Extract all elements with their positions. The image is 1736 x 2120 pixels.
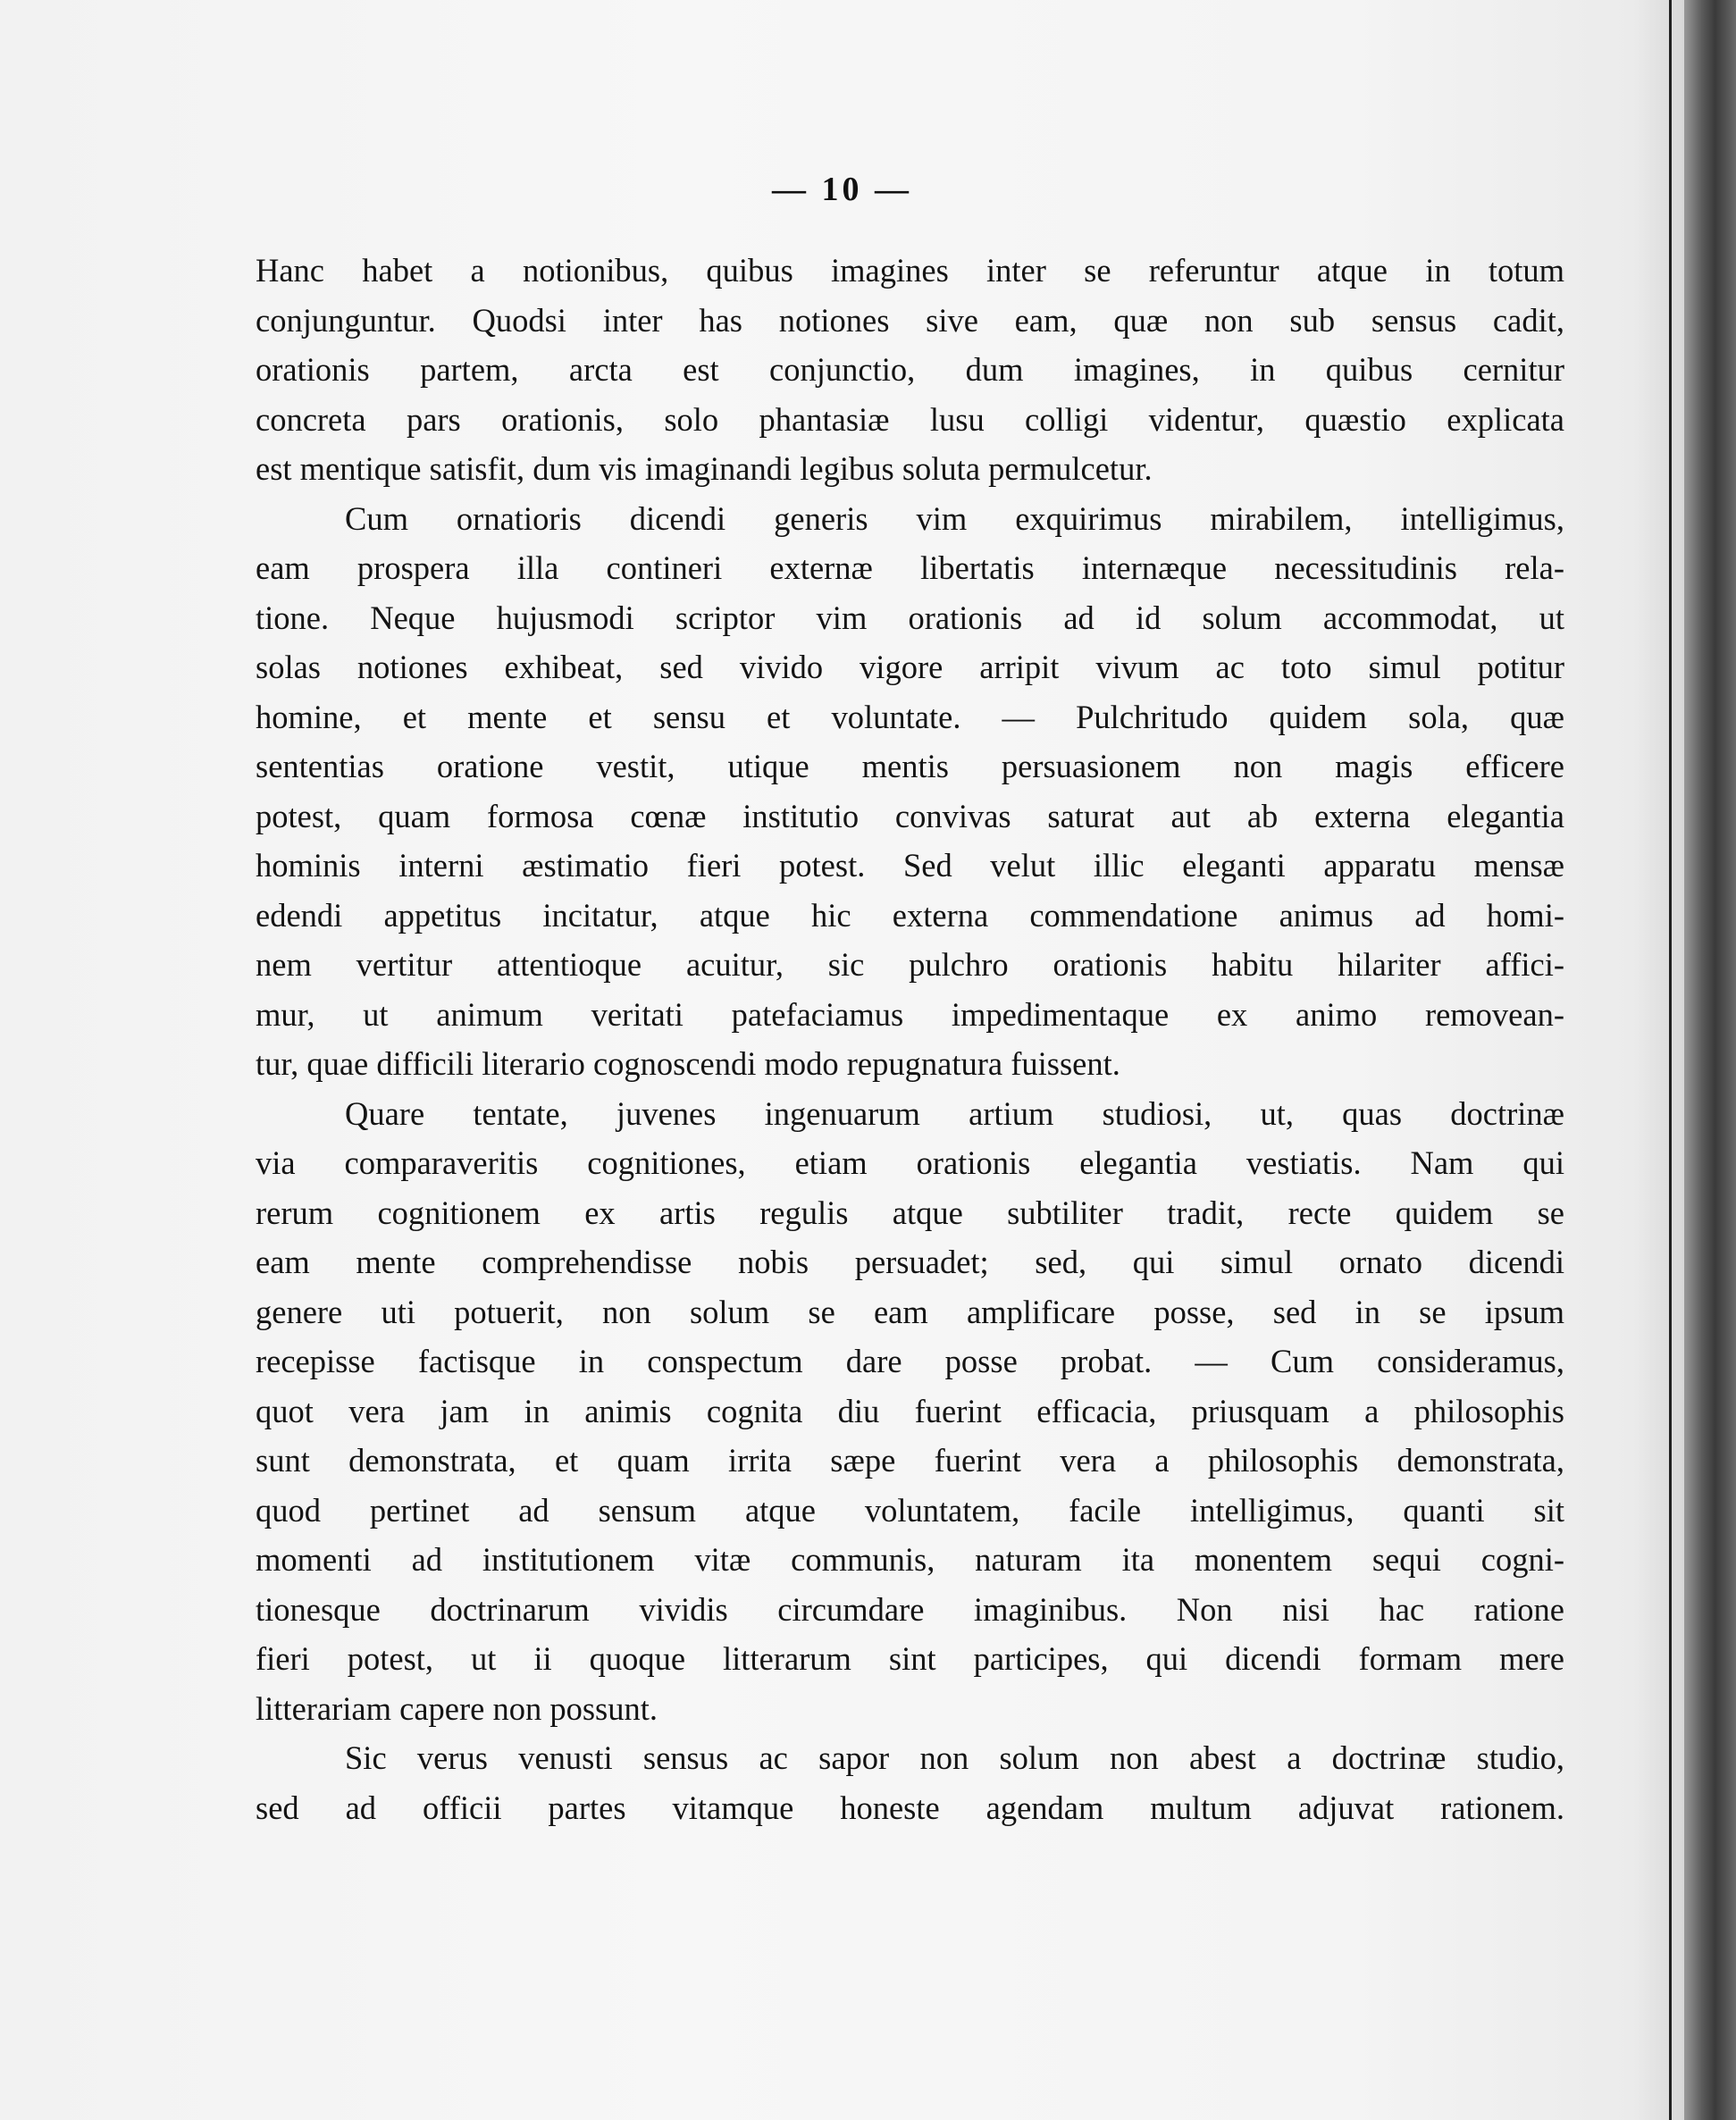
- text-line: Sic verus venusti sensus ac sapor non solum non abest a doctrinæ studio,: [345, 1739, 1564, 1776]
- text-line: quot vera jam in animis cognita diu fuerint efficacia, priusquam a philosophis: [256, 1392, 1564, 1429]
- page-number-header: — 10 —: [772, 171, 912, 208]
- text-line: genere uti potuerit, non solum se eam amplificare posse, sed in se ipsum: [256, 1293, 1564, 1330]
- text-line: potest, quam formosa cœnæ institutio convivas saturat aut ab externa elegantia: [256, 797, 1564, 834]
- text-line: momenti ad institutionem vitæ communis, naturam ita monentem sequi cogni-: [256, 1541, 1564, 1578]
- text-line: tione. Neque hujusmodi scriptor vim orationis ad id solum accommodat, ut: [256, 599, 1564, 636]
- text-line: homine, et mente et sensu et voluntate. — Pulchritudo quidem sola, quæ: [256, 698, 1564, 735]
- text-line: sunt demonstrata, et quam irrita sæpe fuerint vera a philosophis demonstrata,: [256, 1442, 1564, 1479]
- text-line: fieri potest, ut ii quoque litterarum sint participes, qui dicendi formam mere: [256, 1640, 1564, 1677]
- text-line: litterariam capere non possunt.: [256, 1689, 658, 1727]
- text-line: est mentique satisfit, dum vis imaginandi legibus soluta permulcetur.: [256, 450, 1153, 487]
- text-line: quod pertinet ad sensum atque voluntatem, facile intelligimus, quanti sit: [256, 1491, 1564, 1529]
- text-line: concreta pars orationis, solo phantasiæ lusu colligi videntur, quæstio explicata: [256, 400, 1564, 438]
- text-line: recepisse factisque in conspectum dare posse probat. — Cum consideramus,: [256, 1343, 1564, 1379]
- text-line: solas notiones exhibeat, sed vivido vigore arripit vivum ac toto simul potitur: [256, 649, 1564, 685]
- text-line: sed ad officii partes vitamque honeste agendam multum adjuvat rationem.: [256, 1789, 1564, 1826]
- text-line: mur, ut animum veritati patefaciamus impedimentaque ex animo removean-: [256, 995, 1564, 1033]
- text-line: tionesque doctrinarum vividis circumdare imaginibus. Non nisi hac ratione: [256, 1590, 1564, 1628]
- body-text: [256, 246, 1564, 1832]
- text-line: sententias oratione vestit, utique mentis persuasionem non magis efficere: [256, 748, 1564, 784]
- text-line: eam prospera illa contineri externæ libertatis internæque necessitudinis rela-: [256, 549, 1564, 586]
- text-line: tur, quae difficili literario cognoscendi modo repugnatura fuissent.: [256, 1045, 1120, 1082]
- text-line: nem vertitur attentioque acuitur, sic pulchro orationis habitu hilariter affici-: [256, 946, 1564, 983]
- text-line: rerum cognitionem ex artis regulis atque subtiliter tradit, recte quidem se: [256, 1194, 1564, 1231]
- text-line: edendi appetitus incitatur, atque hic externa commendatione animus ad homi-: [256, 896, 1564, 934]
- text-line: via comparaveritis cognitiones, etiam orationis elegantia vestiatis. Nam qui: [256, 1144, 1564, 1181]
- text-line: orationis partem, arcta est conjunctio, dum imagines, in quibus cernitur: [256, 351, 1564, 388]
- page-edge-line: [1669, 0, 1672, 2120]
- text-line: Quare tentate, juvenes ingenuarum artium studiosi, ut, quas doctrinæ: [345, 1094, 1564, 1132]
- text-line: Hanc habet a notionibus, quibus imagines inter se referuntur atque in totum: [256, 252, 1564, 289]
- text-line: Cum ornatioris dicendi generis vim exquirimus mirabilem, intelligimus,: [345, 499, 1564, 537]
- text-line: eam mente comprehendisse nobis persuadet; sed, qui simul ornato dicendi: [256, 1244, 1564, 1280]
- book-gutter: [1684, 0, 1736, 2120]
- text-line: conjunguntur. Quodsi inter has notiones sive eam, quæ non sub sensus cadit,: [256, 301, 1564, 339]
- text-line: hominis interni æstimatio fieri potest. Sed velut illic eleganti apparatu mensæ: [256, 847, 1564, 884]
